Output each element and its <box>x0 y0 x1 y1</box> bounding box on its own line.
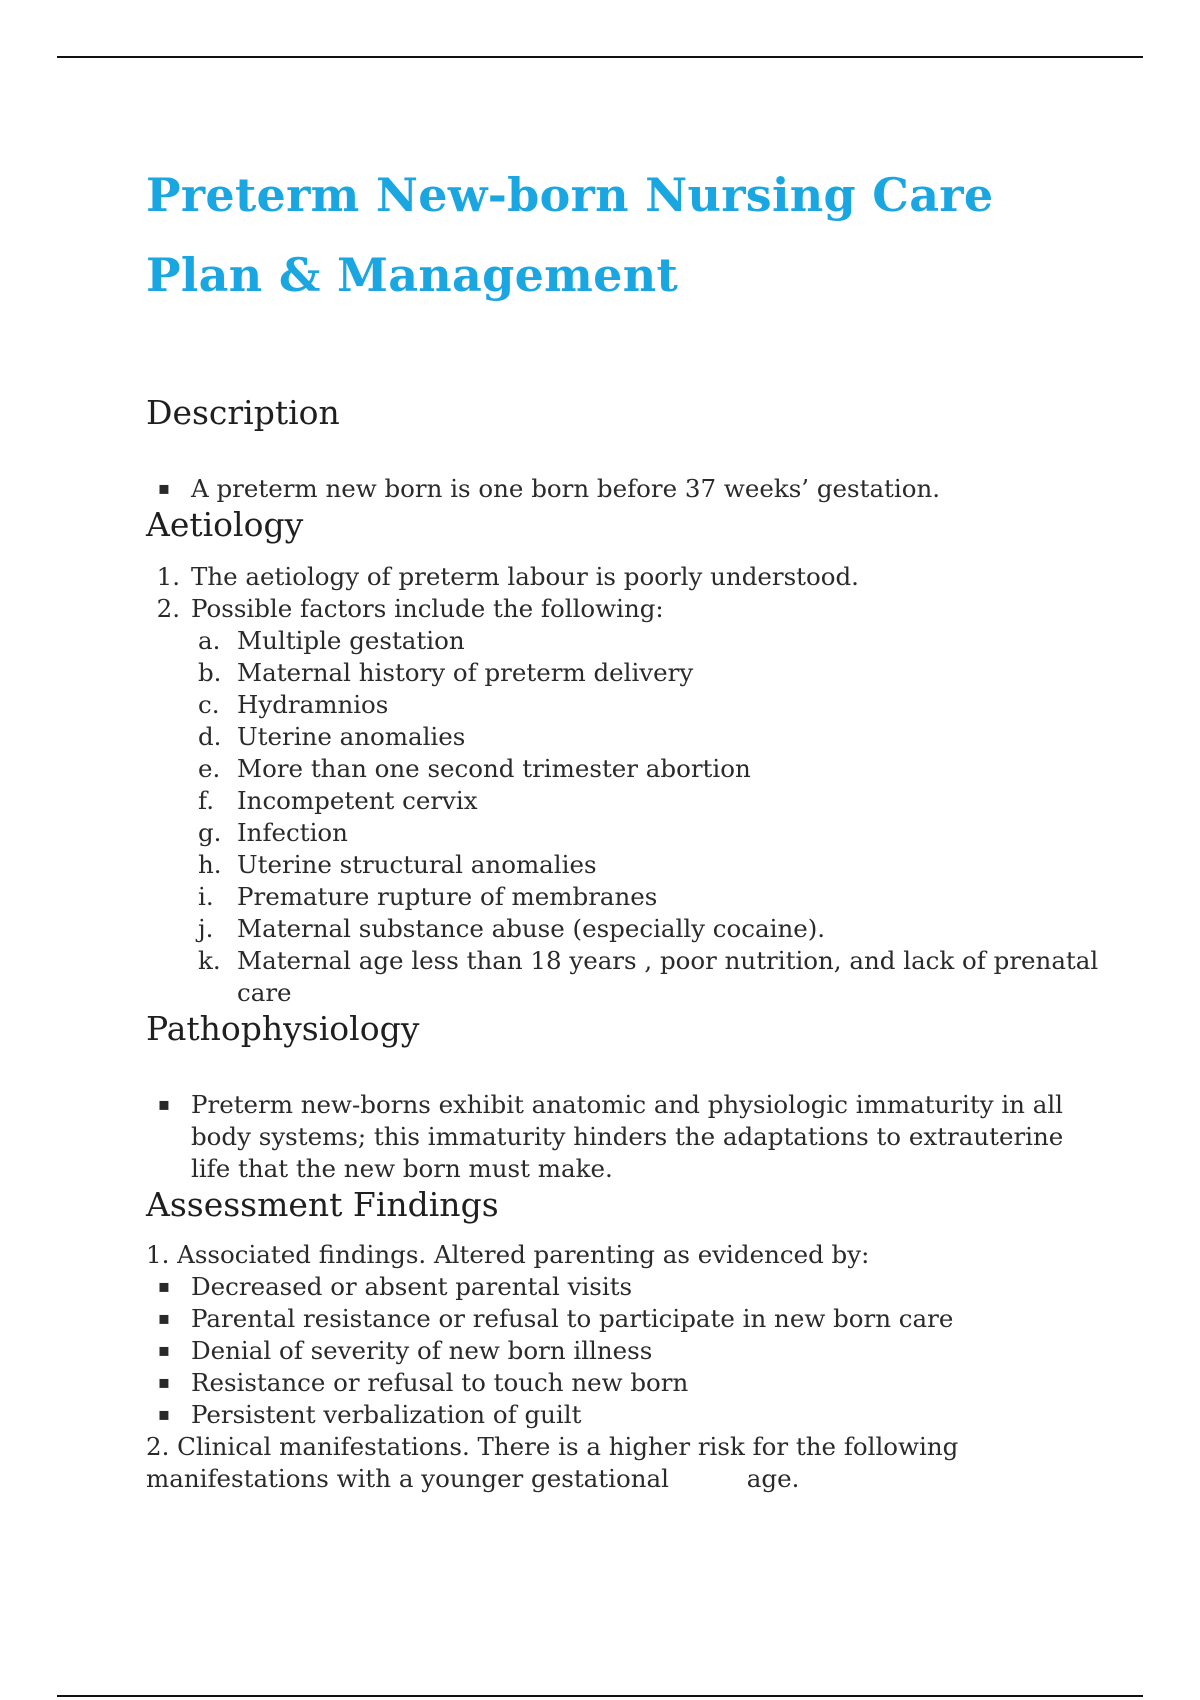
factor-item <box>146 881 1106 913</box>
factor-item <box>146 721 1106 753</box>
assessment-bullet-text: Parental resistance or refusal to participate in new born care <box>191 1304 954 1333</box>
factor-letter: b. <box>198 658 222 687</box>
pathophysiology-bullet <box>146 1089 1106 1185</box>
factor-letter: g. <box>198 818 222 847</box>
factor-letter: c. <box>198 690 220 719</box>
assessment-bullet <box>146 1367 1106 1399</box>
bullet-icon: ▪ <box>157 1372 171 1393</box>
item-number: 1. <box>156 562 180 591</box>
assessment-bullet-text: Denial of severity of new born illness <box>191 1336 653 1365</box>
item-text: The aetiology of preterm labour is poorly understood. <box>191 562 859 591</box>
clinical-manifestations-line: 2. Clinical manifestations. There is a higher risk for the following manifestations with a younger gestational age. <box>146 1432 967 1493</box>
factor-letter: i. <box>198 882 214 911</box>
factor-text: Premature rupture of membranes <box>237 882 658 911</box>
document-title: Preterm New-born Nursing Care Plan & Management <box>146 168 994 302</box>
item-text: Possible factors include the following: <box>191 594 664 623</box>
assessment-heading: Assessment Findings <box>146 1185 499 1224</box>
top-rule <box>57 56 1143 58</box>
factor-item <box>146 945 1106 1009</box>
document-body <box>146 155 1106 1495</box>
factor-text: More than one second trimester abortion <box>237 754 751 783</box>
factor-item <box>146 849 1106 881</box>
pathophysiology-text: Preterm new-borns exhibit anatomic and physiologic immaturity in all body systems; this immaturity hinders the adaptations to extrauterine life that the new born must make. <box>191 1090 1064 1183</box>
bullet-icon: ▪ <box>157 1276 171 1297</box>
description-heading: Description <box>146 393 340 432</box>
assessment-bullet-text: Decreased or absent parental visits <box>191 1272 633 1301</box>
factor-item <box>146 785 1106 817</box>
factor-text: Multiple gestation <box>237 626 465 655</box>
bullet-icon: ▪ <box>157 1404 171 1425</box>
factor-item <box>146 913 1106 945</box>
bullet-icon: ▪ <box>157 478 171 499</box>
bullet-icon: ▪ <box>157 1340 171 1361</box>
description-text: A preterm new born is one born before 37 weeks’ gestation. <box>191 474 941 503</box>
factor-letter: f. <box>198 786 214 815</box>
factor-letter: j. <box>198 914 214 943</box>
assessment-bullet <box>146 1335 1106 1367</box>
bottom-rule <box>57 1695 1143 1697</box>
factor-text: Maternal history of preterm delivery <box>237 658 694 687</box>
factor-item <box>146 689 1106 721</box>
aetiology-item <box>146 593 1106 625</box>
assessment-bullet <box>146 1303 1106 1335</box>
factor-item <box>146 625 1106 657</box>
bullet-icon: ▪ <box>157 1308 171 1329</box>
factor-text: Uterine anomalies <box>237 722 466 751</box>
factor-letter: k. <box>198 946 221 975</box>
factor-letter: a. <box>198 626 221 655</box>
factor-text: Maternal substance abuse (especially cocaine). <box>237 914 826 943</box>
aetiology-item <box>146 561 1106 593</box>
factor-letter: h. <box>198 850 222 879</box>
factor-text: Maternal age less than 18 years , poor nutrition, and lack of prenatal care <box>237 946 1099 1007</box>
bullet-icon: ▪ <box>157 1094 171 1115</box>
pathophysiology-heading: Pathophysiology <box>146 1009 420 1048</box>
factor-item <box>146 817 1106 849</box>
assessment-bullets <box>146 1271 1106 1431</box>
factor-letter: e. <box>198 754 221 783</box>
factors-list <box>146 625 1106 1009</box>
assessment-bullet-text: Persistent verbalization of guilt <box>191 1400 582 1429</box>
factor-item <box>146 657 1106 689</box>
factor-text: Infection <box>237 818 348 847</box>
factor-letter: d. <box>198 722 222 751</box>
factor-item <box>146 753 1106 785</box>
assessment-bullet <box>146 1399 1106 1431</box>
factor-text: Hydramnios <box>237 690 389 719</box>
item-number: 2. <box>156 594 180 623</box>
description-bullet <box>146 473 1106 505</box>
associated-findings-line: 1. Associated findings. Altered parenting as evidenced by: <box>146 1240 870 1269</box>
factor-text: Incompetent cervix <box>237 786 478 815</box>
assessment-bullet-text: Resistance or refusal to touch new born <box>191 1368 689 1397</box>
aetiology-heading: Aetiology <box>146 505 304 544</box>
assessment-bullet <box>146 1271 1106 1303</box>
factor-text: Uterine structural anomalies <box>237 850 597 879</box>
